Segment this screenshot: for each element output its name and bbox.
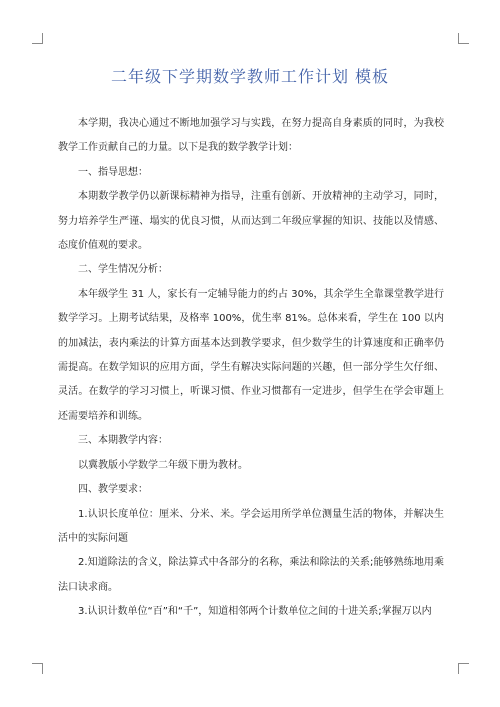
document-title: 二年级下学期数学教师工作计划 模板 <box>110 67 390 86</box>
section-heading-student-analysis: 二、学生情况分析： <box>78 264 168 276</box>
student-analysis-paragraph: 本年级学生 31 人，家长有一定辅导能力的约占 30%，其余学生全靠课堂教学进行数学学习。上期考试结果，及格率 100%，优生率 81%。总体来看，学生在 100 以内的加减法，表内乘法的计算方面基本达到教学要求，但少数学生的计算速度和正确率仍需提高。在数学知识的应用方面，学生有解决实际问题的兴趣，但一部分学生欠仔细、灵活。在数学的学习习惯上，听课习惯、作业习惯都有一定进步，但学生在学会审题上还需要培养和训练。 <box>58 288 444 422</box>
section-heading-teaching-requirements: 四、教学要求： <box>78 484 148 496</box>
section-heading-teaching-content: 三、本期教学内容： <box>78 435 168 447</box>
crop-mark-top-right <box>458 33 469 44</box>
requirement-item-2: 2.知道除法的含义，除法算式中各部分的名称，乘法和除法的关系;能够熟练地用乘法口诀求商。 <box>58 557 444 593</box>
document-body <box>58 112 444 625</box>
guiding-ideology-paragraph: 本期数学教学仍以新课标精神为指导，注重有创新、开放精神的主动学习，同时，努力培养学生严谨、塌实的优良习惯，从而达到二年级应掌握的知识、技能以及情感、态度价值观的要求。 <box>58 191 444 252</box>
requirement-item-1: 1.认识长度单位：厘米、分米、米。学会运用所学单位测量生活的物体，并解决生活中的实际问题 <box>58 508 444 544</box>
teaching-content-paragraph: 以冀教版小学数学二年级下册为教材。 <box>78 459 248 471</box>
crop-mark-bottom-right <box>458 663 469 674</box>
crop-mark-top-left <box>32 33 43 44</box>
intro-paragraph: 本学期，我决心通过不断地加强学习与实践，在努力提高自身素质的同时，为我校教学工作贡献自己的力量。以下是我的数学教学计划： <box>58 118 444 154</box>
section-heading-guiding-ideology: 一、指导思想： <box>78 166 148 178</box>
requirement-item-3: 3.认识计数单位“百”和“千”，知道相邻两个计数单位之间的十进关系;掌握万以内 <box>78 606 432 618</box>
crop-mark-bottom-left <box>32 663 43 674</box>
